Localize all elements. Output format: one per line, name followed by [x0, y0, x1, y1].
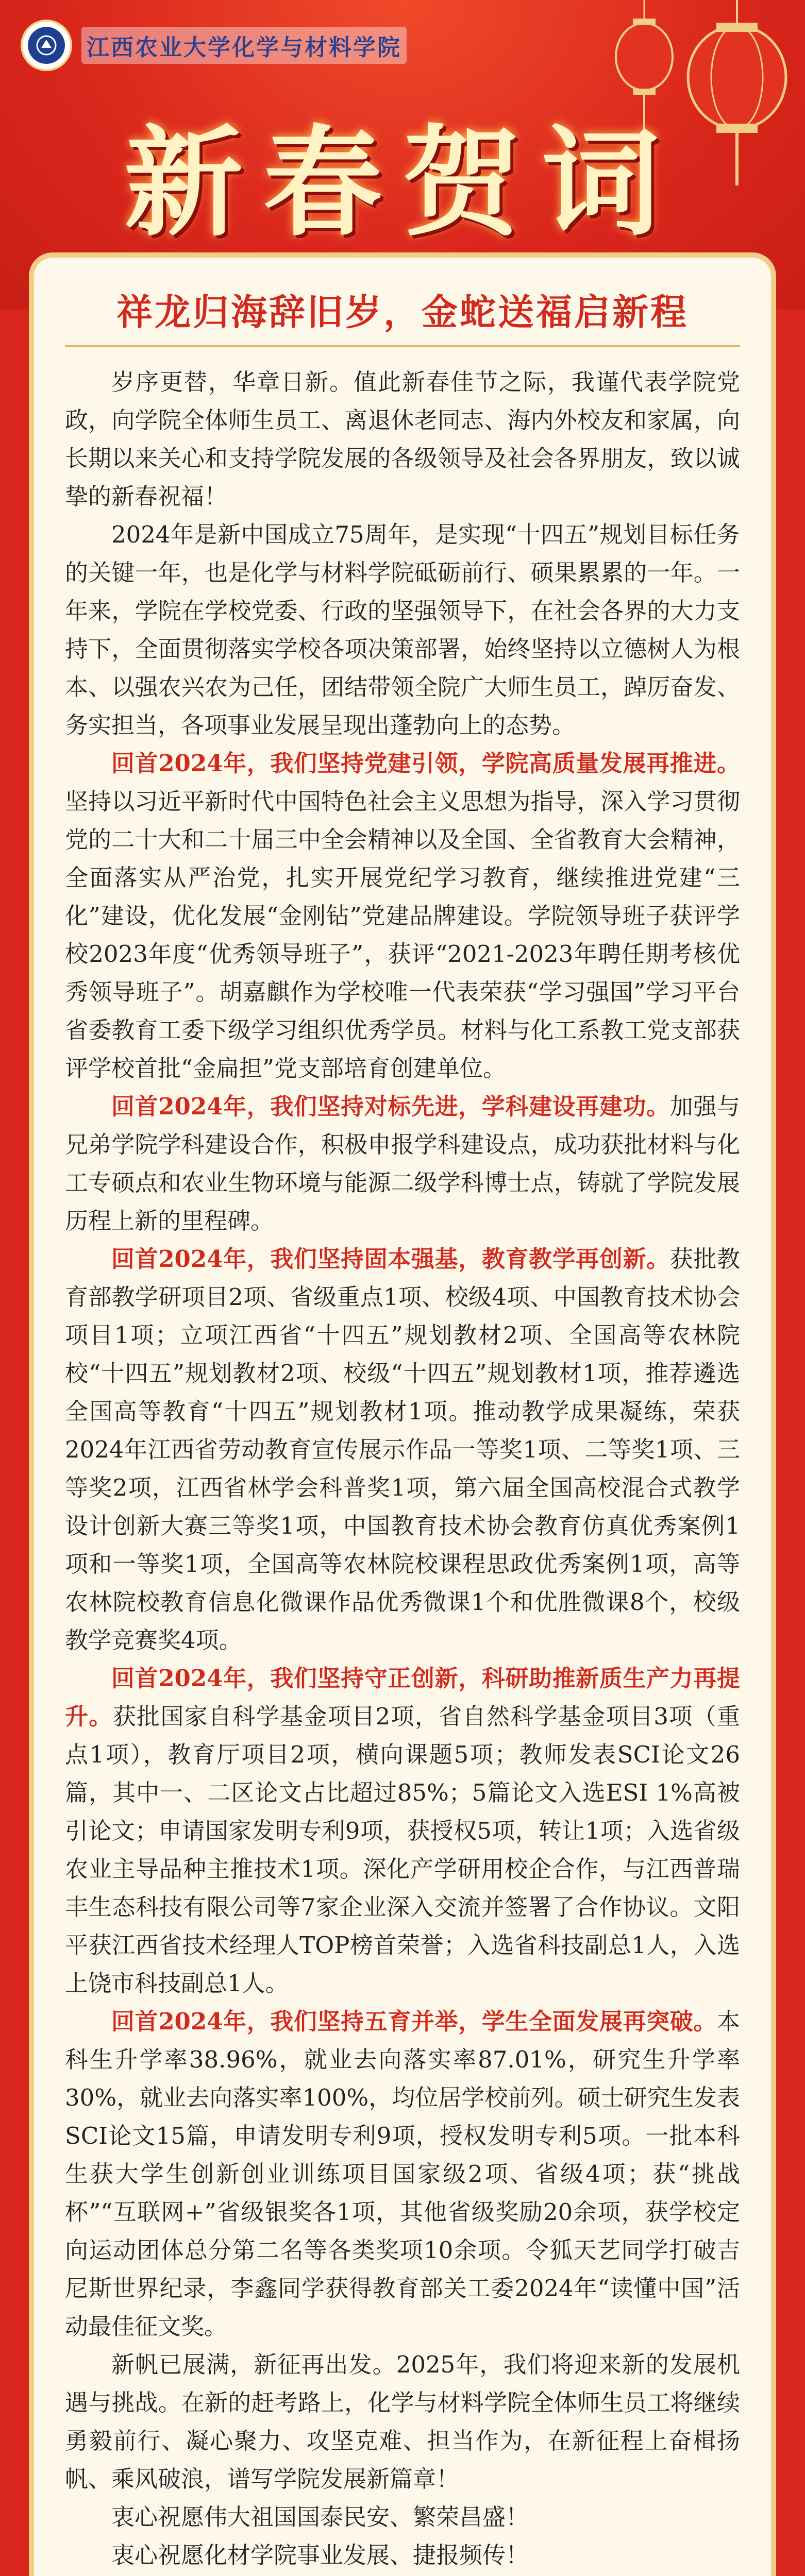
school-logo [21, 20, 407, 71]
paragraph [65, 2003, 740, 2346]
paragraph-text: 2024年是新中国成立75周年，是实现“十四五”规划目标任务的关键一年，也是化学与材料学院砥砺前行、硕果累累的一年。一年来，学院在学校党委、行政的坚强领导下，在社会各界的大力支持下，全面贯彻落实学校各项决策部署，始终坚持以立德树人为根本、以强农兴农为己任，团结带领全院广大师生员工，踔厉奋发、务实担当，各项事业发展呈现出蓬勃向上的态势。 [65, 521, 740, 739]
highlight-heading: 回首2024年，我们坚持固本强基，教育教学再创新。 [111, 1245, 670, 1273]
wish-line: 衷心祝愿伟大祖国国泰民安、繁荣昌盛！ [111, 2503, 529, 2531]
school-seal-icon [21, 20, 72, 71]
paragraph [65, 363, 740, 516]
paragraph-text: 本科生升学率38.96%，就业去向落实率87.01%，研究生升学率30%，就业去向落实率100%，均位居学校前列。硕士研究生发表SCI论文15篇，申请发明专利9项，授权发明专利5项。一批本科生获大学生创新创业训练项目国家级2项、省级4项；获“挑战杯”“互联网+”省级银奖各1项，其他省级奖励20余项，获学校定向运动团体总分第二名等各类奖项10余项。令狐天艺同学打破吉尼斯世界纪录，李鑫同学获得教育部关工委2024年“读懂中国”活动最佳征文奖。 [65, 2008, 740, 2340]
paragraph [65, 744, 740, 1088]
highlight-heading: 回首2024年，我们坚持对标先进，学科建设再建功。 [111, 1093, 670, 1120]
paragraph-text: 坚持以习近平新时代中国特色社会主义思想为指导，深入学习贯彻党的二十大和二十届三中全会精神以及全国、全省教育大会精神，全面落实从严治党，扎实开展党纪学习教育，继续推进党建“三化”建设，优化发展“金刚钻”党建品牌建设。学院领导班子获评学校2023年度“优秀领导班子”，获评“2021-2023年聘任期考核优秀领导班子”。胡嘉麒作为学校唯一代表荣获“学习强国”学习平台省委教育工委下级学习组织优秀学员。材料与化工系教工党支部获评学校首批“金扁担”党支部培育创建单位。 [65, 788, 740, 1082]
paragraph [65, 1088, 740, 1240]
highlight-heading: 回首2024年，我们坚持守正创新，科研助推新质生产力再提升。 [65, 1665, 740, 1730]
school-name: 江西农业大学化学与材料学院 [81, 27, 407, 64]
paragraph-text: 岁序更替，华章日新。值此新春佳节之际，我谨代表学院党政，向学院全体师生员工、离退休老同志、海内外校友和家属，向长期以来关心和支持学院发展的各级领导及社会各界朋友，致以诚挚的新春祝福！ [65, 368, 740, 510]
highlight-heading: 回首2024年，我们坚持党建引领，学院高质量发展再推进。 [111, 750, 740, 777]
divider [65, 345, 740, 347]
wish-line: 衷心祝愿化材学院事业发展、捷报频传！ [111, 2541, 529, 2569]
page-title: 新春贺词 [124, 113, 681, 252]
highlight-heading: 回首2024年，我们坚持五育并举，学生全面发展再突破。 [111, 2008, 717, 2035]
paragraph [65, 2346, 740, 2498]
closing-wishes [65, 2498, 740, 2576]
paragraph [65, 1659, 740, 2003]
paragraph [65, 516, 740, 744]
paragraph-text: 新帆已展满，新征再出发。2025年，我们将迎来新的发展机遇与挑战。在新的赶考路上，化学与材料学院全体师生员工将继续勇毅前行、凝心聚力、攻坚克难、担当作为，在新征程上奋楫扬帆、乘风破浪，谱写学院发展新篇章！ [65, 2351, 740, 2493]
paragraph-text: 获批教育部教学研项目2项、省级重点1项、校级4项、中国教育技术协会项目1项；立项江西省“十四五”规划教材2项、全国高等农林院校“十四五”规划教材2项、校级“十四五”规划教材1项，推荐遴选全国高等教育“十四五”规划教材1项。推动教学成果凝练，荣获2024年江西省劳动教育宣传展示作品一等奖1项、二等奖1项、三等奖2项，江西省林学会科普奖1项，第六届全国高校混合式教学设计创新大赛三等奖1项，中国教育技术协会教育仿真优秀案例1项和一等奖1项，全国高等农林院校课程思政优秀案例1项，高等农林院校教育信息化微课作品优秀微课1个和优胜微课8个，校级教学竞赛奖4项。 [65, 1245, 740, 1654]
greeting-body [65, 363, 740, 2576]
greeting-card [34, 258, 771, 2576]
card-subtitle: 祥龙归海辞旧岁，金蛇送福启新程 [116, 291, 689, 333]
paragraph-text: 加强与兄弟学院学科建设合作，积极申报学科建设点，成功获批材料与化工专硕点和农业生物环境与能源二级学科博士点，铸就了学院发展历程上新的里程碑。 [65, 1093, 740, 1234]
paragraph-text: 获批国家自科学基金项目2项，省自然科学基金项目3项（重点1项），教育厅项目2项，横向课题5项；教师发表SCI论文26篇，其中一、二区论文占比超过85%；5篇论文入选ESI 1%高被引论文；申请国家发明专利9项，获授权5项，转让1项；入选省级农业主导品种主推技术1项。深化产学研用校企合作，与江西普瑞丰生态科技有限公司等7家企业深入交流并签署了合作协议。文阳平获江西省技术经理人TOP榜首荣誉；入选省科技副总1人，入选上饶市科技副总1人。 [65, 1703, 740, 1997]
paragraph [65, 1240, 740, 1659]
